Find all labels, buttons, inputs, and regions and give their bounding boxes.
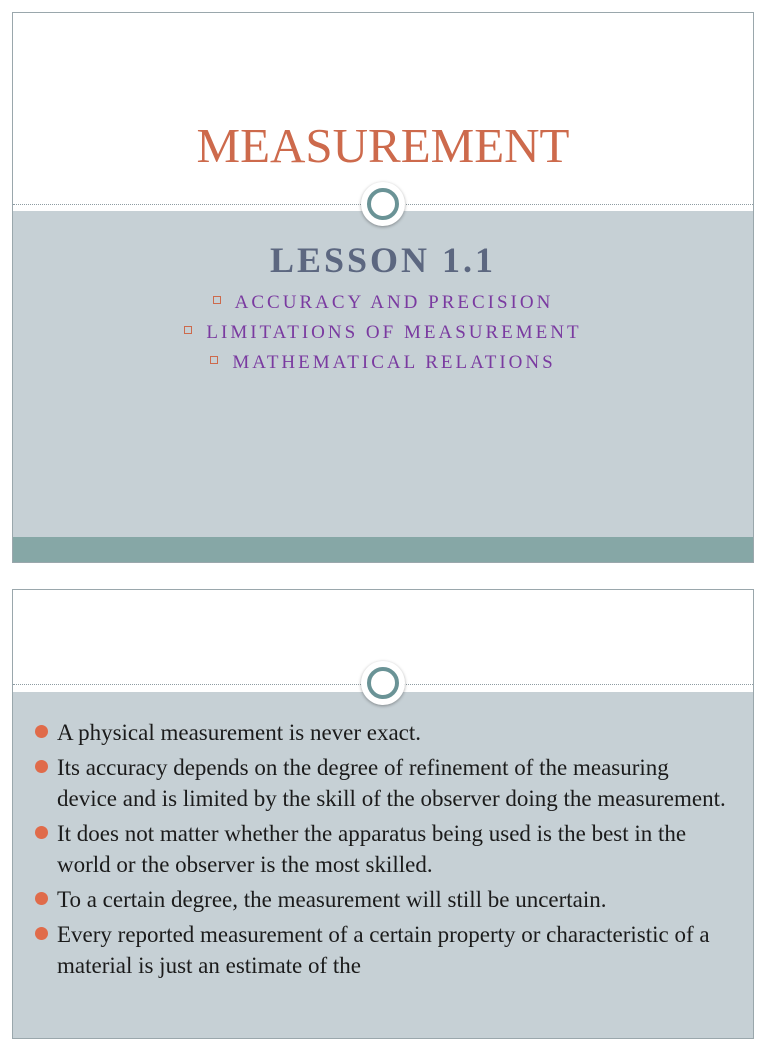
list-item: Its accuracy depends on the degree of refinement of the measuring device and is limited by the skill of the observer doing the measurement. — [33, 752, 733, 814]
slide-title — [12, 12, 754, 563]
bullet-list — [33, 717, 733, 985]
bullet-dot-icon — [35, 892, 48, 905]
slide-title-text: MEASUREMENT — [196, 118, 570, 173]
list-item: Every reported measurement of a certain property or characteristic of a material is just an estimate of the — [33, 919, 733, 981]
square-bullet-icon — [184, 326, 192, 334]
bullet-dot-icon — [35, 760, 48, 773]
list-item: ACCURACY AND PRECISION — [13, 288, 753, 318]
slide-content — [12, 589, 754, 1039]
bullet-dot-icon — [35, 826, 48, 839]
list-item: To a certain degree, the measurement will still be uncertain. — [33, 884, 733, 915]
list-item: LIMITATIONS OF MEASUREMENT — [13, 318, 753, 348]
square-bullet-icon — [210, 356, 218, 364]
list-item: MATHEMATICAL RELATIONS — [13, 348, 753, 378]
topic-list — [13, 288, 753, 378]
bullet-dot-icon — [35, 927, 48, 940]
circle-ornament-icon — [361, 661, 405, 705]
circle-ornament-icon — [361, 182, 405, 226]
list-item: A physical measurement is never exact. — [33, 717, 733, 748]
bullet-dot-icon — [35, 725, 48, 738]
list-item: It does not matter whether the apparatus being used is the best in the world or the observer is the most skilled. — [33, 818, 733, 880]
slide-subtitle: LESSON 1.1 — [269, 240, 497, 280]
footer-band — [13, 537, 753, 563]
square-bullet-icon — [213, 296, 221, 304]
